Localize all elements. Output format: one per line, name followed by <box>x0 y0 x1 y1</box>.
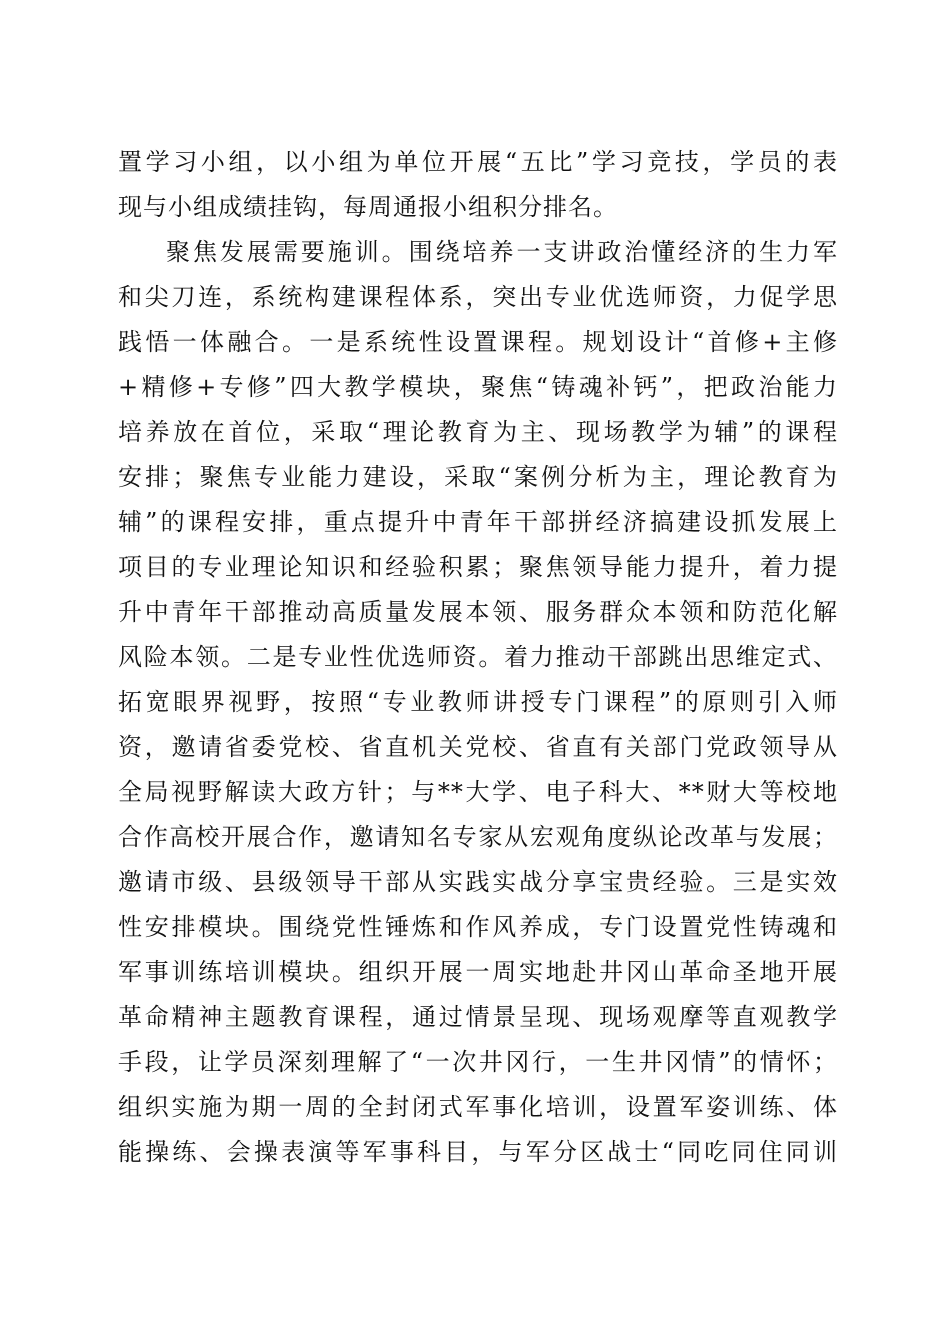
text-line: 培养放在首位，采取“理论教育为主、现场教学为辅”的课程 <box>118 418 838 446</box>
text-line: 置学习小组，以小组为单位开展“五比”学习竞技，学员的表 <box>118 148 838 176</box>
text-line: 能操练、会操表演等军事科目，与军分区战士“同吃同住同训 <box>118 1138 838 1166</box>
text-line: 合作高校开展合作，邀请知名专家从宏观角度纵论改革与发展； <box>118 823 838 851</box>
text-line: 全局视野解读大政方针；与**大学、电子科大、**财大等校地 <box>118 778 838 806</box>
text-line: 安排；聚焦专业能力建设，采取“案例分析为主，理论教育为 <box>118 463 838 491</box>
text-line: +精修+专修”四大教学模块，聚焦“铸魂补钙”，把政治能力 <box>118 373 838 401</box>
text-line: 组织实施为期一周的全封闭式军事化培训，设置军姿训练、体 <box>118 1093 838 1121</box>
text-line: 和尖刀连，系统构建课程体系，突出专业优选师资，力促学思 <box>118 283 838 311</box>
body-text <box>118 140 838 1175</box>
text-line: 革命精神主题教育课程，通过情景呈现、现场观摩等直观教学 <box>118 1003 838 1031</box>
text-line: 现与小组成绩挂钩，每周通报小组积分排名。 <box>118 193 618 221</box>
text-line: 资，邀请省委党校、省直机关党校、省直有关部门党政领导从 <box>118 733 838 761</box>
text-line: 践悟一体融合。一是系统性设置课程。规划设计“首修+主修 <box>118 328 838 356</box>
text-line: 辅”的课程安排，重点提升中青年干部拼经济搞建设抓发展上 <box>118 508 838 536</box>
text-line: 邀请市级、县级领导干部从实践实战分享宝贵经验。三是实效 <box>118 868 838 896</box>
text-line: 风险本领。二是专业性优选师资。着力推动干部跳出思维定式、 <box>118 643 838 671</box>
text-line: 军事训练培训模块。组织开展一周实地赴井冈山革命圣地开展 <box>118 958 838 986</box>
text-line: 项目的专业理论知识和经验积累；聚焦领导能力提升，着力提 <box>118 553 838 581</box>
text-line: 聚焦发展需要施训。围绕培养一支讲政治懂经济的生力军 <box>166 238 838 266</box>
text-line: 升中青年干部推动高质量发展本领、服务群众本领和防范化解 <box>118 598 838 626</box>
text-line: 手段，让学员深刻理解了“一次井冈行，一生井冈情”的情怀； <box>118 1048 838 1076</box>
text-line: 性安排模块。围绕党性锤炼和作风养成，专门设置党性铸魂和 <box>118 913 838 941</box>
text-line: 拓宽眼界视野，按照“专业教师讲授专门课程”的原则引入师 <box>118 688 838 716</box>
